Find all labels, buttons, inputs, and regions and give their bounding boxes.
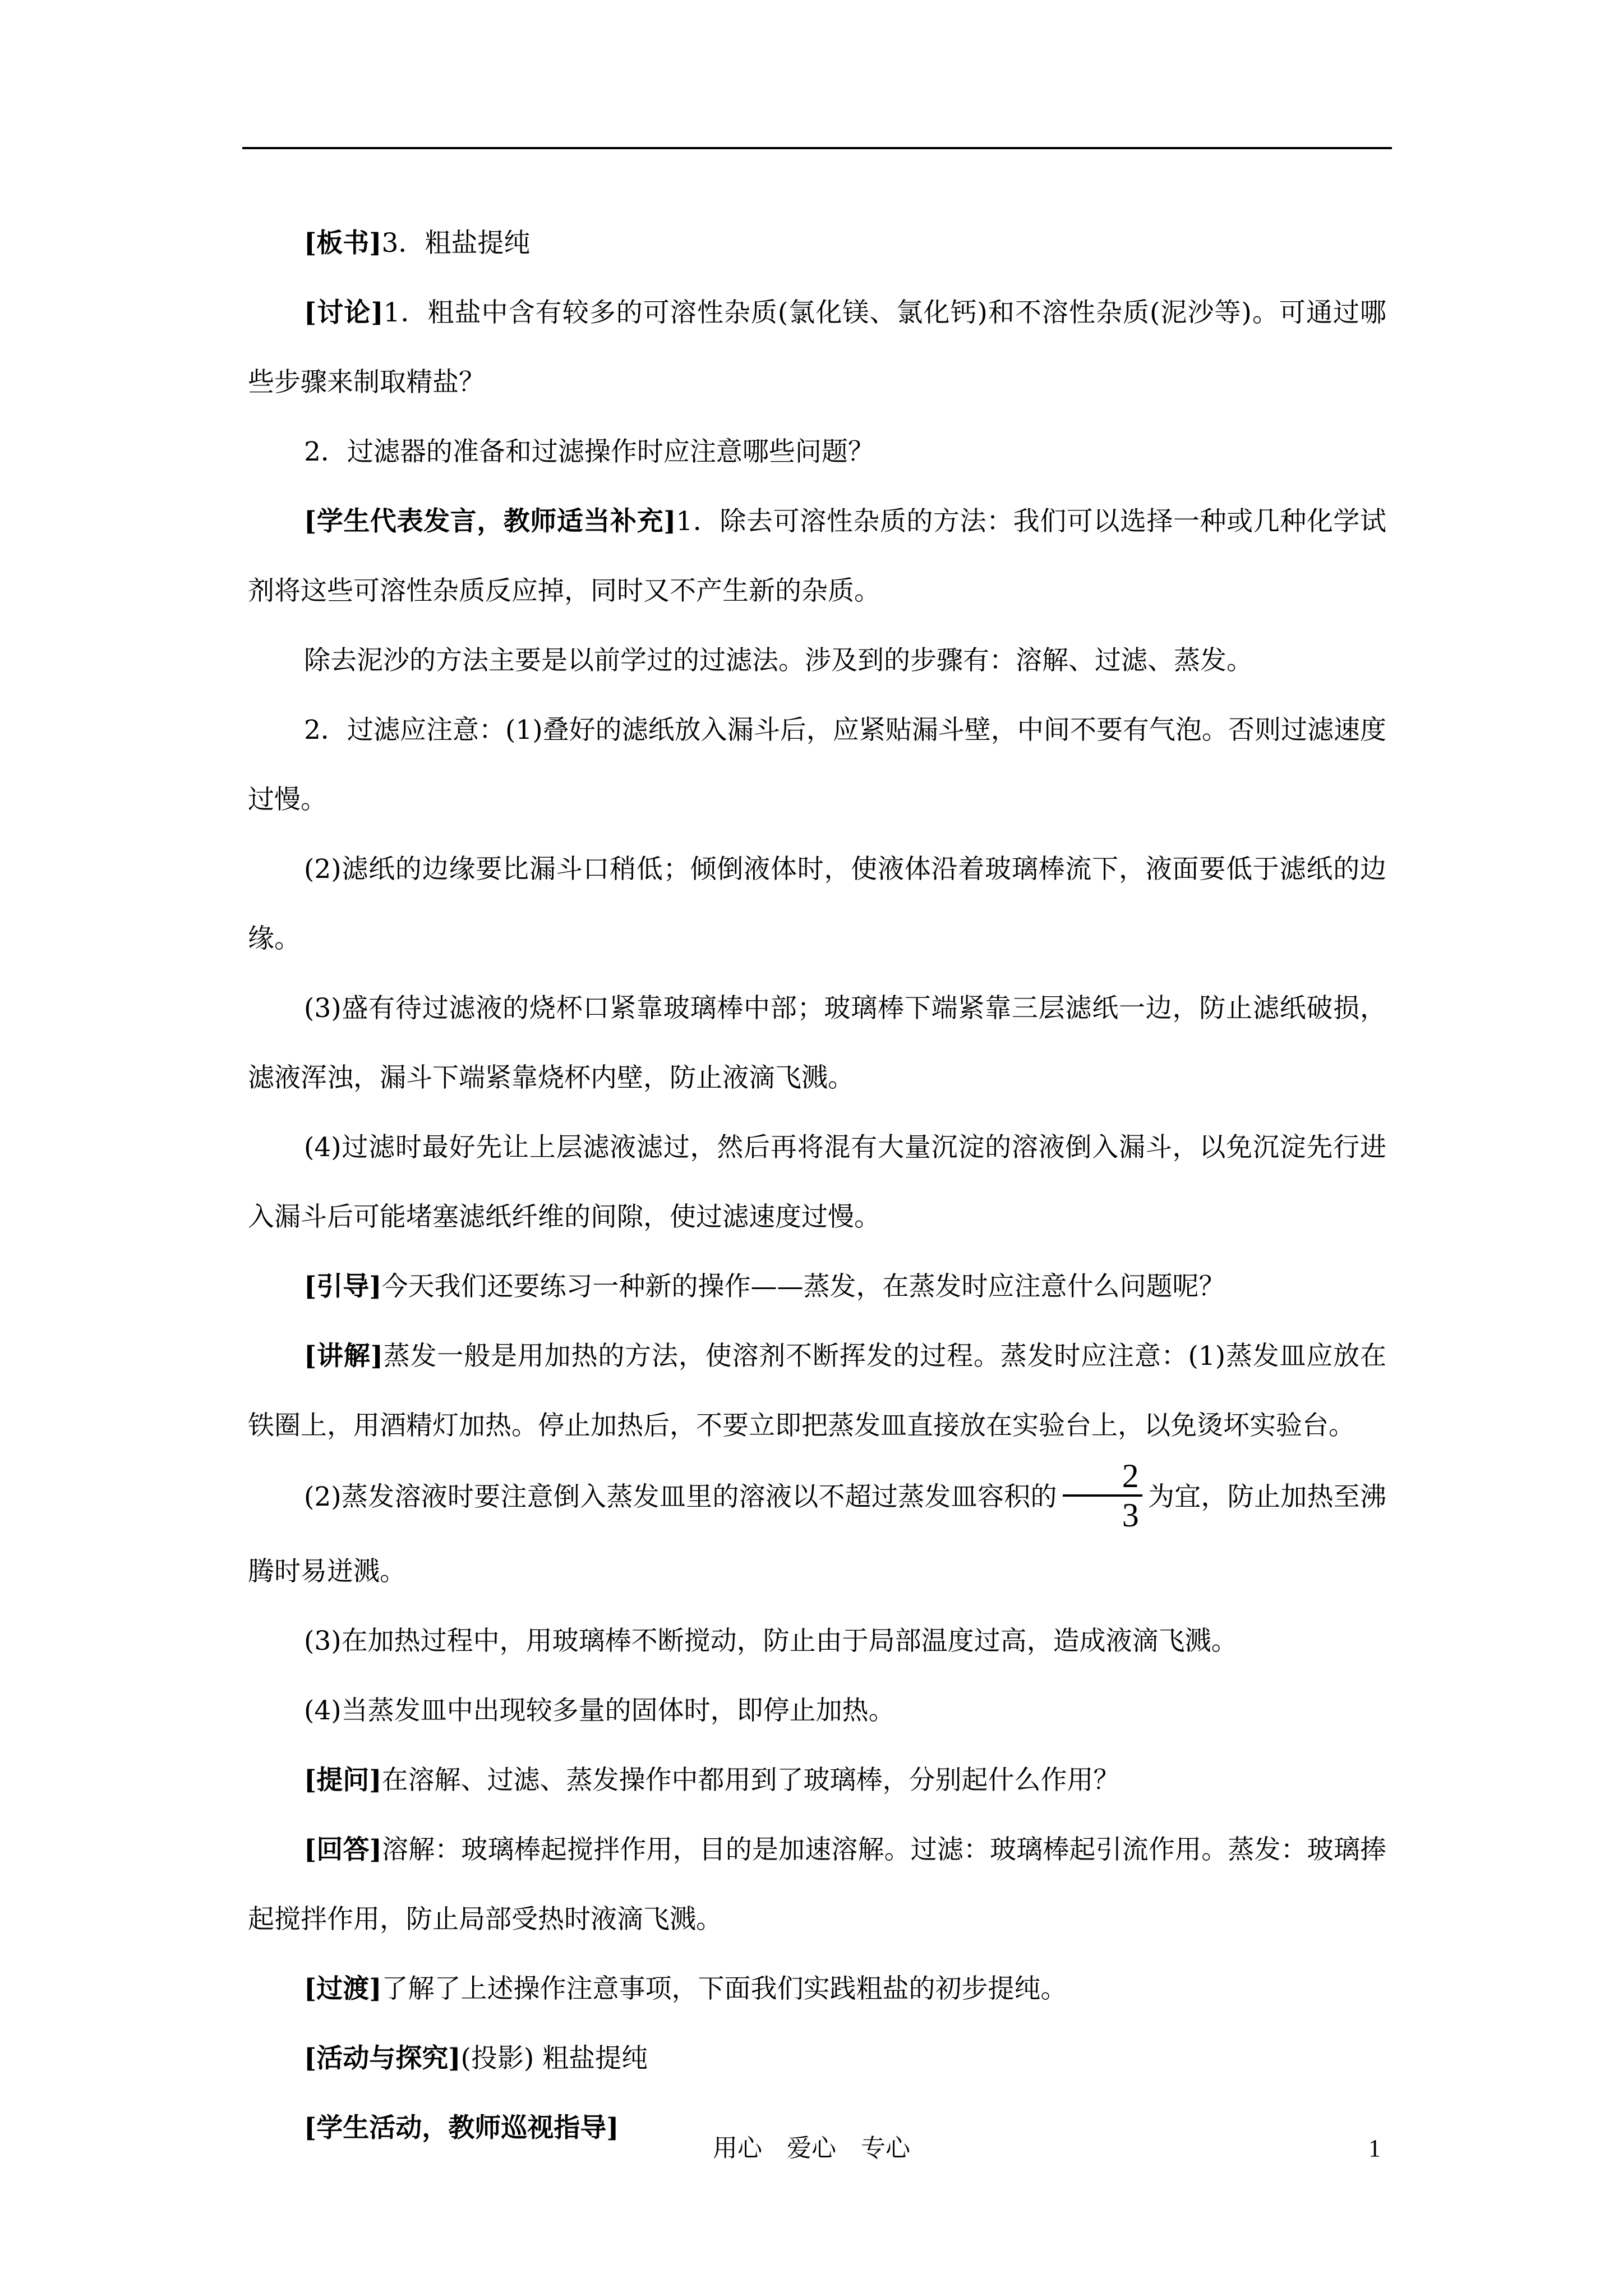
paragraph-tag: [讨论] [304,297,384,328]
paragraph-text: (2)蒸发溶液时要注意倒入蒸发皿里的溶液以不超过蒸发皿容积的 [304,1481,1057,1512]
paragraph-filter-note-4 [248,1113,1386,1252]
paragraph-tag: [回答] [304,1834,382,1865]
paragraph-text: 了解了上述操作注意事项，下面我们实践粗盐的初步提纯。 [381,1973,1067,2004]
paragraph-text: (投影) 粗盐提纯 [460,2043,648,2074]
paragraph-answer [248,1815,1386,1954]
footer-motto: 用心 爱心 专心 [713,2134,910,2162]
page-footer [0,2132,1623,2165]
paragraph-text: 除去泥沙的方法主要是以前学过的过滤法。涉及到的步骤有：溶解、过滤、蒸发。 [304,645,1253,676]
paragraph-tag: [学生活动，教师巡视指导] [304,2113,619,2143]
paragraph-text: 1．粗盐中含有较多的可溶性杂质(氯化镁、氯化钙)和不溶性杂质(泥沙等)。可通过哪些步骤来制取精盐？ [248,297,1386,398]
fraction-denominator: 3 [1122,1497,1139,1534]
paragraph-text: 今天我们还要练习一种新的操作——蒸发，在蒸发时应注意什么问题呢？ [381,1271,1225,1302]
paragraph-explanation [248,1322,1386,1461]
paragraph-filter-note-2 [248,835,1386,974]
paragraph-filter-note-1 [248,696,1386,835]
paragraph-text: (2)滤纸的边缘要比漏斗口稍低；倾倒液体时，使液体沿着玻璃棒流下，液面要低于滤纸的边缘。 [248,854,1386,954]
paragraph-evaporation-note-4 [248,1676,1386,1746]
paragraph-discussion [248,278,1386,417]
paragraph-text: 2．过滤应注意：(1)叠好的滤纸放入漏斗后，应紧贴漏斗壁，中间不要有气泡。否则过滤速度过慢。 [248,715,1386,815]
paragraph-filter-note-3 [248,974,1386,1113]
paragraph-tag: [引导] [304,1271,382,1302]
paragraph-tag: [提问] [304,1765,382,1796]
paragraph-evaporation-note-3 [248,1607,1386,1676]
paragraph-activity [248,2024,1386,2093]
paragraph-tag: [过渡] [304,1973,382,2004]
paragraph-tag: [讲解] [304,1341,383,1372]
paragraph-board-title [248,209,1386,278]
paragraph-question [248,1746,1386,1815]
paragraph-transition [248,1954,1386,2024]
paragraph-tag: [板书] [304,228,382,259]
paragraph-text: (3)在加热过程中，用玻璃棒不断搅动，防止由于局部温度过高，造成液滴飞溅。 [304,1626,1238,1657]
fraction [1063,1457,1142,1534]
paragraph-text-after: 为宜，防止加热至沸腾时易迸溅。 [248,1481,1387,1587]
header-rule [242,147,1392,149]
paragraph-sediment-removal [248,626,1386,696]
paragraph-tag: [学生代表发言，教师适当补充] [304,506,676,537]
fraction-numerator: 2 [1063,1457,1142,1497]
paragraph-text: 2．过滤器的准备和过滤操作时应注意哪些问题？ [304,436,874,467]
paragraph-text: (3)盛有待过滤液的烧杯口紧靠玻璃棒中部；玻璃棒下端紧靠三层滤纸一边，防止滤纸破损，滤液浑浊，漏斗下端紧靠烧杯内壁，防止液滴飞溅。 [248,993,1386,1093]
paragraph-tag: [活动与探究] [304,2043,461,2074]
page-number: 1 [1368,2134,1381,2162]
paragraph-text: 蒸发一般是用加热的方法，使溶剂不断挥发的过程。蒸发时应注意：(1)蒸发皿应放在铁圈上，用酒精灯加热。停止加热后，不要立即把蒸发皿直接放在实验台上，以免烫坏实验台。 [248,1341,1386,1441]
paragraph-text: (4)过滤时最好先让上层滤液滤过，然后再将混有大量沉淀的溶液倒入漏斗，以免沉淀先行进入漏斗后可能堵塞滤纸纤维的间隙，使过滤速度过慢。 [248,1132,1386,1232]
paragraph-student-speech [248,487,1386,626]
paragraph-text: 在溶解、过滤、蒸发操作中都用到了玻璃棒，分别起什么作用？ [381,1765,1120,1796]
paragraph-discussion-2 [248,417,1386,487]
paragraph-text: 3．粗盐提纯 [381,228,531,259]
document-body [248,209,1386,2163]
paragraph-text: 1．除去可溶性杂质的方法：我们可以选择一种或几种化学试剂将这些可溶性杂质反应掉，同时又不产生新的杂质。 [248,506,1386,606]
paragraph-guide [248,1252,1386,1322]
paragraph-text: (4)当蒸发皿中出现较多量的固体时，即停止加热。 [304,1695,895,1726]
paragraph-text: 溶解：玻璃棒起搅拌作用，目的是加速溶解。过滤：玻璃棒起引流作用。蒸发：玻璃捧起搅拌作用，防止局部受热时液滴飞溅。 [248,1834,1387,1935]
paragraph-evaporation-note-2 [248,1457,1387,1607]
